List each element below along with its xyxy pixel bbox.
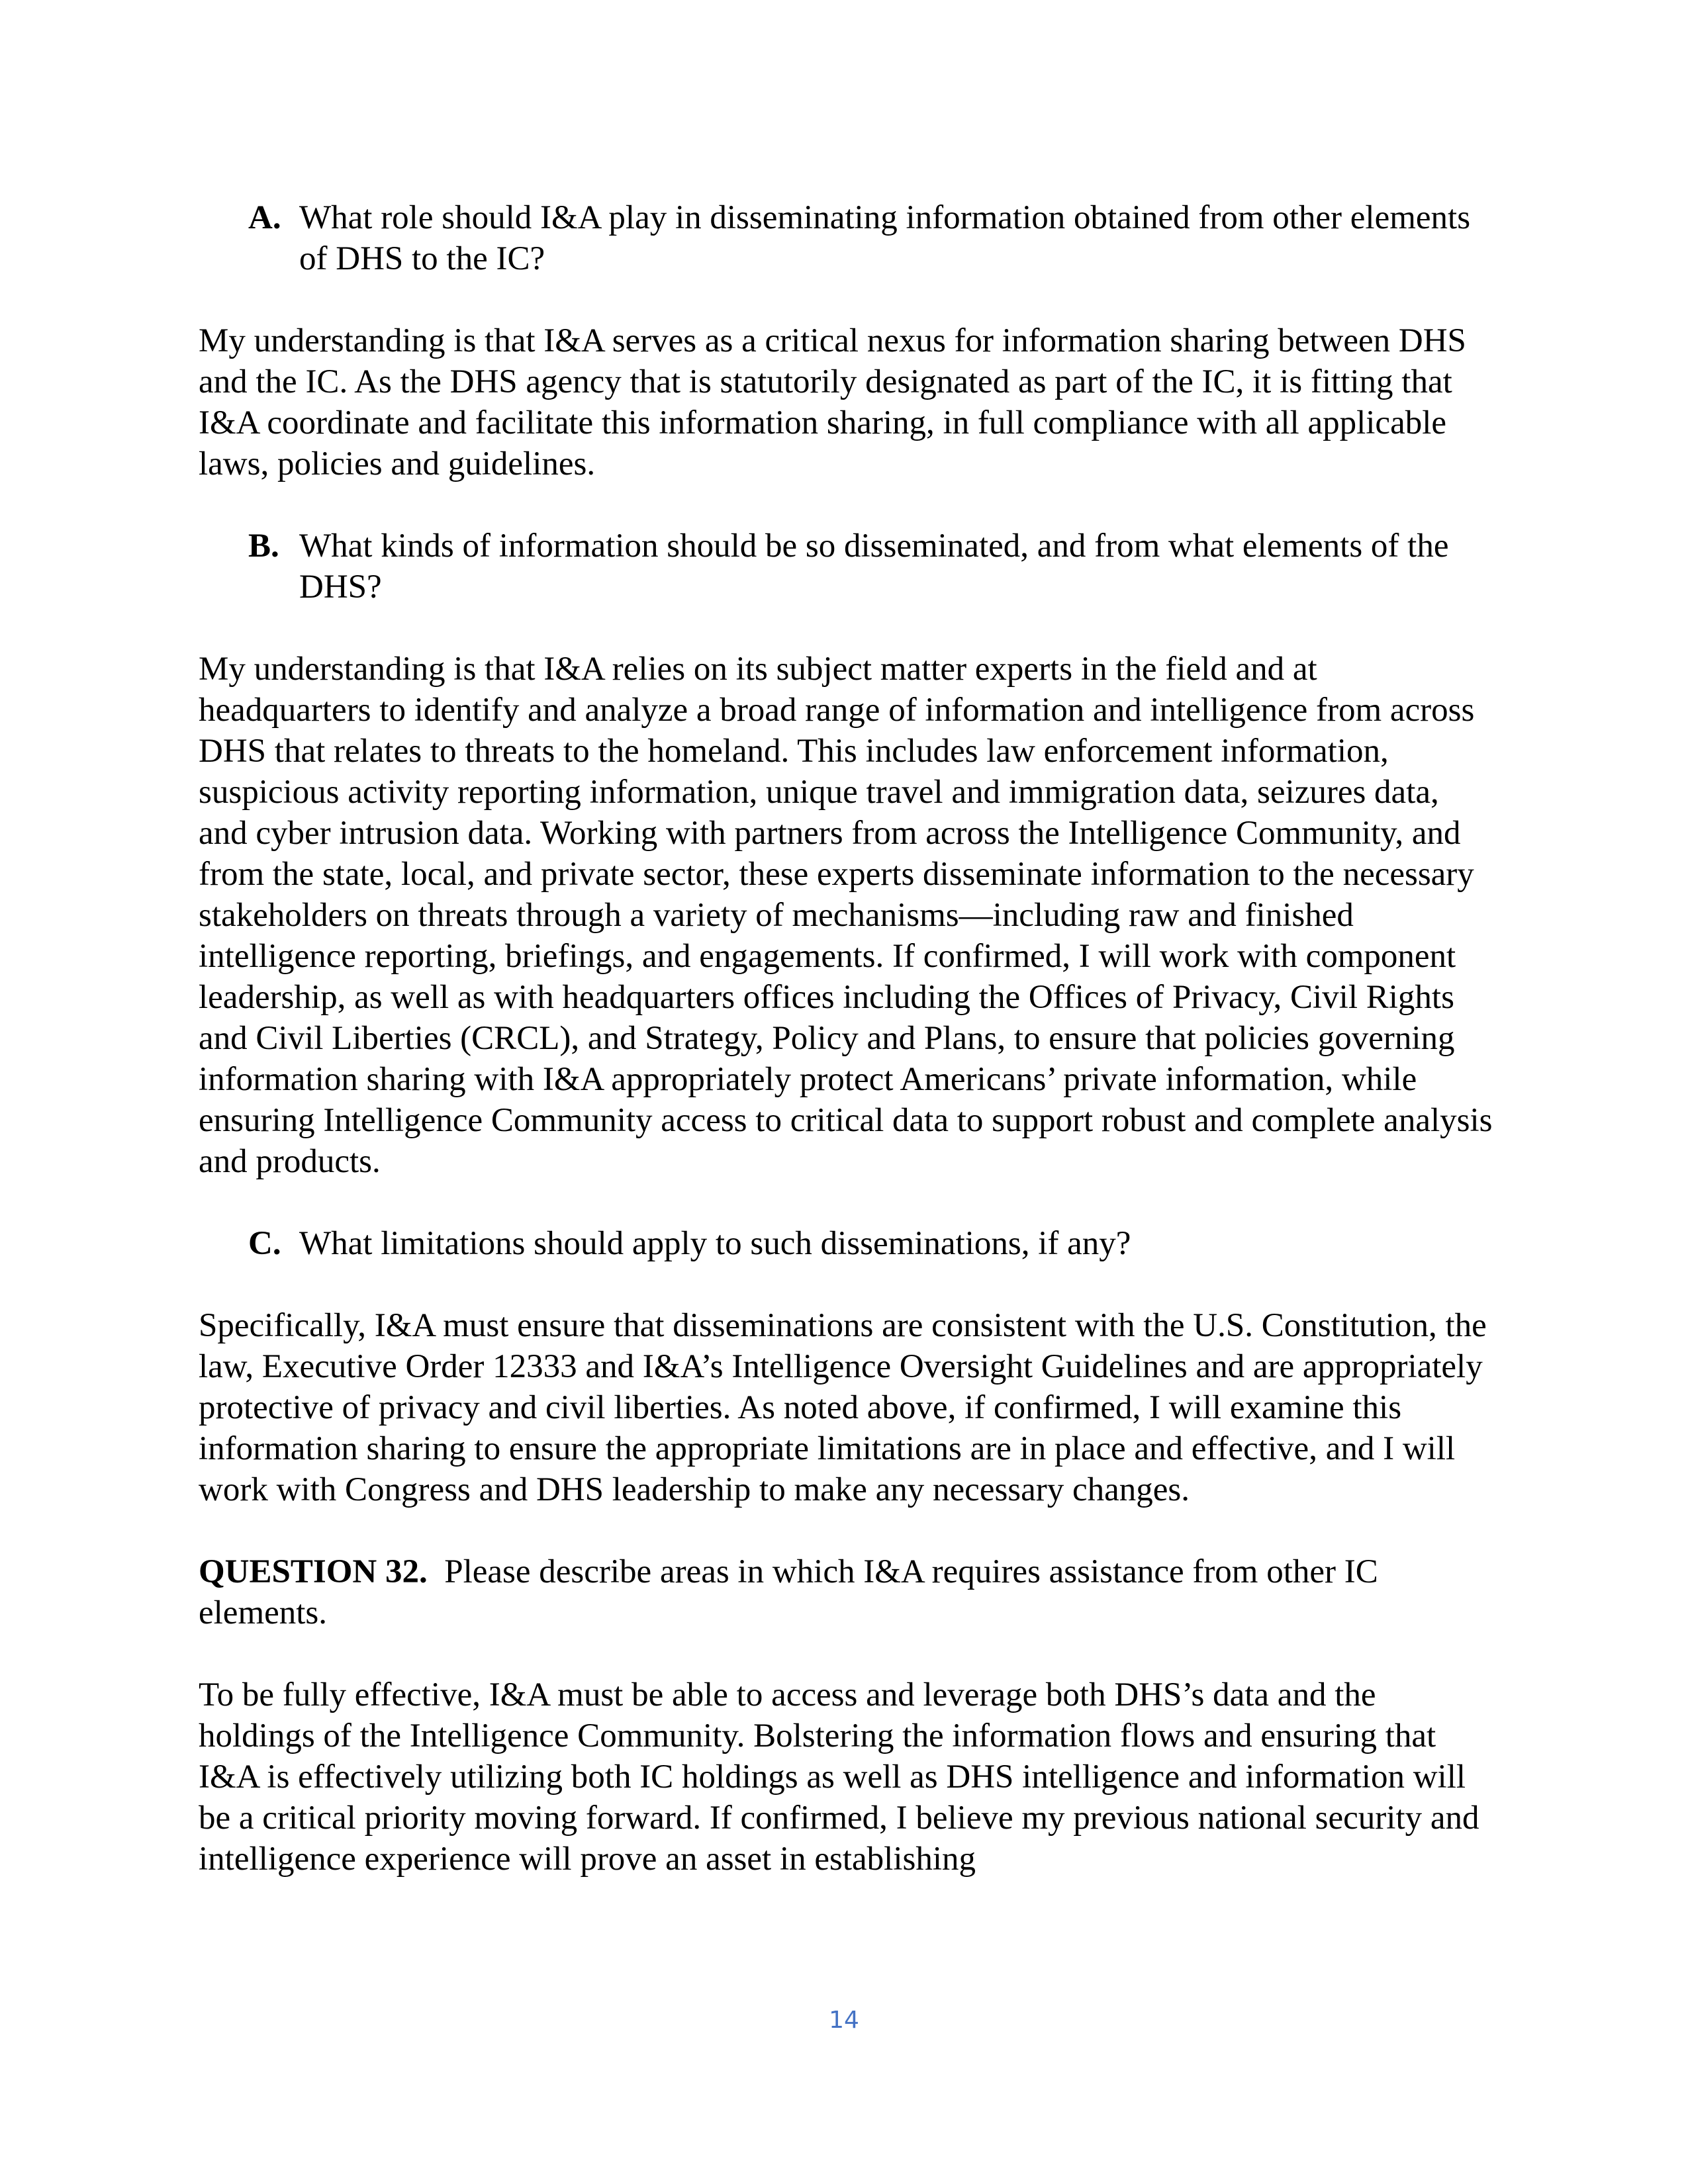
sub-question-text: What limitations should apply to such disseminations, if any?	[299, 1225, 1131, 1262]
question-number: QUESTION 32.	[199, 1553, 428, 1590]
page-number: 14	[829, 2007, 859, 2034]
answer-paragraph-a: My understanding is that I&A serves as a critical nexus for information sharing between DHS and the IC. As the DHS agency that is statutorily designated as part of the IC, it is fitting that I&A coordinate and facilitate this information sharing, in full compliance with all applicable laws, policies and guidelines.	[199, 322, 1466, 482]
answer-paragraph-32: To be fully effective, I&A must be able to access and leverage both DHS’s data and the holdings of the Intelligence Community. Bolstering the information flows and ensuring that I&A is effectively utilizing both IC holdings as well as DHS intelligence and information will be a critical priority moving forward. If confirmed, I believe my previous national security and intelligence experience will prove an asset in establishing	[199, 1676, 1479, 1878]
sub-question-text: What kinds of information should be so disseminated, and from what elements of the DHS?	[299, 527, 1449, 606]
sub-question-b	[199, 525, 1496, 608]
sub-question-text: What role should I&A play in disseminating information obtained from other elements of DHS to the IC?	[299, 199, 1471, 277]
sub-question-letter: C.	[248, 1225, 281, 1262]
sub-question-letter: B.	[248, 527, 279, 565]
question-32	[199, 1551, 1496, 1633]
sub-question-c	[199, 1223, 1496, 1264]
sub-question-letter: A.	[248, 199, 281, 236]
page-content	[199, 197, 1496, 1880]
answer-paragraph-c: Specifically, I&A must ensure that disseminations are consistent with the U.S. Constitution, the law, Executive Order 12333 and I&A’s Intelligence Oversight Guidelines and are appropriately protective of privacy and civil liberties. As noted above, if confirmed, I will examine this information sharing to ensure the appropriate limitations are in place and effective, and I will work with Congress and DHS leadership to make any necessary changes.	[199, 1307, 1487, 1508]
answer-paragraph-b: My understanding is that I&A relies on its subject matter experts in the field and at headquarters to identify and analyze a broad range of information and intelligence from across DHS that relates to threats to the homeland. This includes law enforcement information, suspicious activity reporting information, unique travel and immigration data, seizures data, and cyber intrusion data. Working with partners from across the Intelligence Community, and from the state, local, and private sector, these experts disseminate information to the necessary stakeholders on threats through a variety of mechanisms—including raw and finished intelligence reporting, briefings, and engagements. If confirmed, I will work with component leadership, as well as with headquarters offices including the Offices of Privacy, Civil Rights and Civil Liberties (CRCL), and Strategy, Policy and Plans, to ensure that policies governing information sharing with I&A appropriately protect Americans’ private information, while ensuring Intelligence Community access to critical data to support robust and complete analysis and products.	[199, 651, 1493, 1180]
sub-question-a	[199, 197, 1496, 279]
question-text: Please describe areas in which I&A requires assistance from other IC elements.	[199, 1553, 1378, 1631]
